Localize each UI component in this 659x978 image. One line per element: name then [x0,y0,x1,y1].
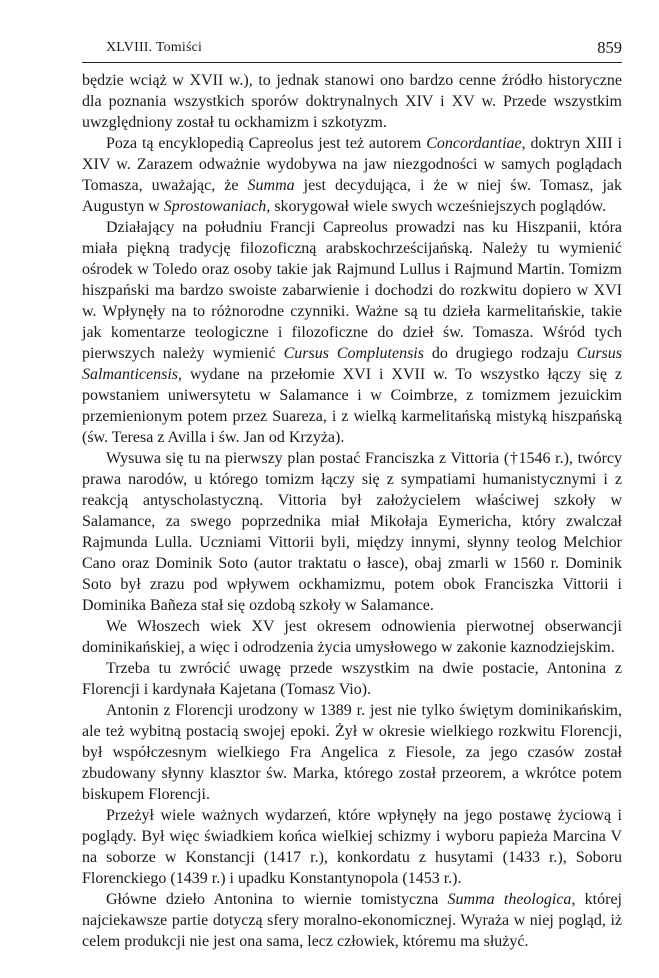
italic-title: Summa [247,177,295,194]
italic-title: Cursus Complutensis [283,345,424,362]
text-run: Główne dzieło Antonina to wiernie tomistyczna [106,891,448,908]
text-run: jest decydująca, i że w niej św. Tomasz, jak Augustyn w [82,177,623,215]
paragraph-3 [82,217,622,448]
italic-title: Cursus Salmanticensis [82,345,622,383]
italic-title: Summa theologica [447,891,572,908]
paragraph-9 [82,889,622,952]
paragraph-1 [82,70,622,133]
paragraph-5 [82,616,622,658]
text-run: , której najciekawsze partie dotyczą sfery moralno-ekonomicznej. Wyraża w niej pogląd, iż celem produkcji nie jest ona sama, lecz człowiek, któremu ma służyć. [82,891,622,950]
italic-title: Concordantiae [426,135,522,152]
text-run: Trzeba tu zwrócić uwagę przede wszystkim na dwie postacie, Antonina z Florencji i kardynała Kajetana (Tomasz Vio). [82,660,622,698]
text-run: We Włoszech wiek XV jest okresem odnowienia pierwotnej obserwancji dominikańskiej, a więc i odrodzenia życia umysłowego w zakonie kaznodziejskim. [82,618,622,656]
text-run: Poza tą encyklopedią Capreolus jest też autorem [106,135,427,152]
book-page [82,38,622,952]
text-run: do drugiego rodzaju [423,345,577,362]
italic-title: Sprostowaniach [163,198,267,215]
running-head: XLVIII. Tomiści [106,40,203,55]
paragraph-7 [82,700,622,805]
paragraph-2 [82,133,622,217]
text-run: Antonin z Florencji urodzony w 1389 r. jest nie tylko świętym dominikańskim, ale też wybitną postacią swojej epoki. Żył w okresie wielkiego rozkwitu Florencji, był współczesnym wielkiego Fra Angelica z Fiesole, za jego czasów został zbudowany słynny klasztor św. Marka, którego został przeorem, a wkrótce potem biskupem Florencji. [82,702,622,803]
paragraph-4 [82,448,622,616]
paragraph-8 [82,805,622,889]
text-run: Przeżył wiele ważnych wydarzeń, które wpłynęły na jego postawę życiową i poglądy. Był więc świadkiem końca wielkiej schizmy i wyboru papieża Marcina V na soborze w Konstancji (1417 r.), konkordatu z husytami (1433 r.), Soboru Florenckiego (1439 r.) i upadku Konstantynopola (1453 r.). [82,807,622,887]
text-run: Działający na południu Francji Capreolus prowadzi nas ku Hiszpanii, która miała piękną tradycję filozoficzną arabskochrześcijańską. Należy tu wymienić ośrodek w Toledo oraz osoby takie jak Rajmund Lullus i Rajmund Martin. Tomizm hiszpański ma bardzo swoiste zabarwienie i dochodzi do rozkwitu dopiero w XVI w. Wpłynęły na to różnorodne czynniki. Ważne są tu dzieła karmelitańskie, takie jak komentarze teologiczne i filozoficzne do dzieł św. Tomasza. Wśród tych pierwszych należy wymienić [82,219,622,362]
page-header [82,38,622,63]
text-run: Wysuwa się tu na pierwszy plan postać Franciszka z Vittoria (†1546 r.), twórcy prawa narodów, u którego tomizm łączy się z sympatiami humanistycznymi i z reakcją antyscholastyczną. Vittoria był założycielem właściwej szkoły w Salamance, za swego poprzednika miał Mikołaja Eymericha, który zwalczał Rajmunda Lulla. Uczniami Vittorii byli, między innymi, słynny teolog Melchior Cano oraz Dominik Soto (autor traktatu o łasce), obaj zmarli w 1560 r. Dominik Soto był zrazu pod wpływem ockhamizmu, potem obok Franciszka Vittorii i Dominika Bañeza stał się ozdobą szkoły w Salamance. [82,450,622,614]
page-number: 859 [597,38,622,57]
body-text [82,70,622,952]
text-run: , wydane na przełomie XVI i XVII w. To wszystko łączy się z powstaniem uniwersytetu w Salamance i w Coimbrze, z tomizmem jezuickim przemienionym potem przez Suareza, i z wielką karmelitańską mistyką hiszpańską (św. Teresa z Avilla i św. Jan od Krzyża). [82,366,622,446]
text-run: , doktryn XIII i XIV w. Zarazem odważnie wydobywa na jaw niezgodności w samych poglądach Tomasza, uważając, że [82,135,622,194]
paragraph-6 [82,658,622,700]
text-run: , skorygował wiele swych wcześniejszych poglądów. [266,198,607,215]
text-run: będzie wciąż w XVII w.), to jednak stanowi ono bardzo cenne źródło historyczne dla poznania wszystkich sporów doktrynalnych XIV i XV w. Przede wszystkim uwzględniony został tu ockhamizm i szkotyzm. [82,72,622,131]
